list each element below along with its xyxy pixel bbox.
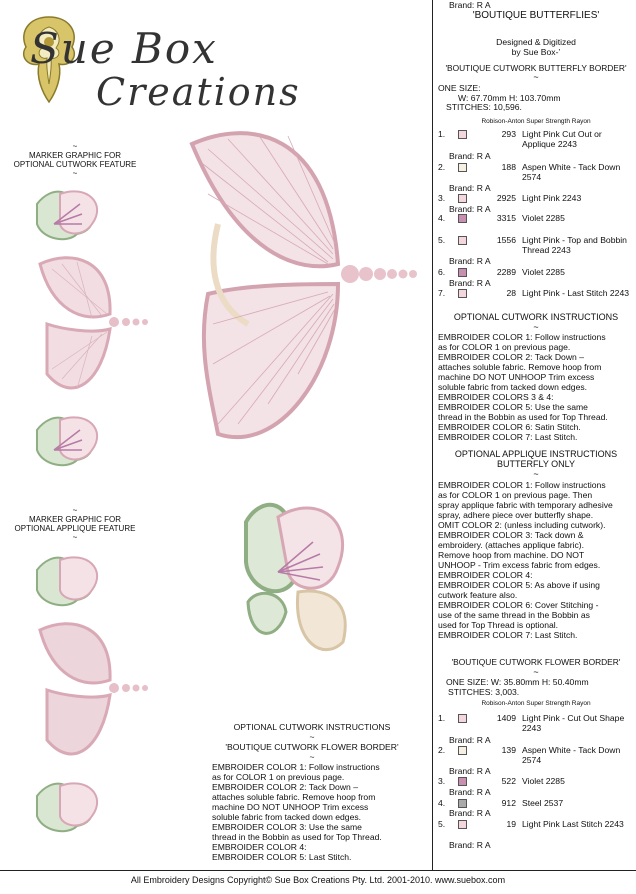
thread-code: 1556 <box>496 235 516 245</box>
border2-thread: Robison-Anton Super Strength Rayon <box>481 700 591 707</box>
color-row <box>438 713 634 735</box>
color-row <box>438 213 634 235</box>
color-number: 2. <box>438 162 446 172</box>
color-number: 4. <box>438 213 446 223</box>
color-row <box>438 819 634 841</box>
instruction-line: thread in the Bobbin as used for Top Thread. <box>212 832 382 842</box>
instruction-line: EMBROIDER COLOR 4: <box>438 570 533 580</box>
brand-label: Brand: R A <box>449 787 491 797</box>
instruction-line: machine DO NOT UNHOOP Trim excess <box>438 372 595 382</box>
thread-code: 912 <box>501 798 516 808</box>
footer-divider <box>0 870 636 871</box>
thread-code: 1409 <box>496 713 516 723</box>
brand-label: Brand: R A <box>449 204 491 214</box>
left-instr-lines <box>212 762 432 862</box>
color-swatch <box>458 163 467 172</box>
instruction-line: as for COLOR 1 on previous page. Then <box>438 490 593 500</box>
instruction-line: UNHOOP - Trim excess fabric from edges. <box>438 560 601 570</box>
color-row <box>438 162 634 184</box>
instruction-line: spray, adhere piece over butterfly shape. <box>438 510 594 520</box>
instruction-line: EMBROIDER COLOR 1: Follow instructions <box>212 762 380 772</box>
thread-description: Violet 2285 <box>522 213 565 223</box>
doc-title: 'BOUTIQUE BUTTERFLIES' <box>472 10 600 21</box>
cutwork-instructions <box>438 332 634 442</box>
thread-code: 2289 <box>496 267 516 277</box>
left-cutwork-instructions: OPTIONAL CUTWORK INSTRUCTIONS ~ 'BOUTIQUE CUTWORK FLOWER BORDER' ~ EMBROIDER COLOR 1: Follow instructions as for COLOR 1 on previous page. EMBROIDER COLOR 2: Tack Down – attaches soluble fabric. Remove hoop from machine DO NOT UNHOOP Trim excess soluble fabric from tacked down edges. EMBROIDER COLOR 3: Use the same thread in the Bobbin as used for Top Thread. EMBROIDER COLOR 4: EMBROIDER COLOR 5: Last Stitch. <box>212 722 432 862</box>
brand-label: Brand: R A <box>449 808 491 818</box>
instruction-line: OMIT COLOR 2: (unless including cutwork). <box>438 520 606 530</box>
instruction-line: EMBROIDER COLOR 5: Last Stitch. <box>212 852 352 862</box>
thread-code: 3315 <box>496 213 516 223</box>
thread-code: 522 <box>501 776 516 786</box>
brand-label: Brand: R A <box>449 766 491 776</box>
border2-size: ONE SIZE: W: 35.80mm H: 50.40mm <box>446 677 589 687</box>
thread-description: Aspen White - Tack Down 2574 <box>522 162 621 182</box>
color-row <box>438 235 634 257</box>
instruction-line: Remove hoop from machine. DO NOT <box>438 550 585 560</box>
instruction-line: embroidery. (attaches applique fabric). <box>438 540 585 550</box>
instruction-line: use of the same thread in the Bobbin as <box>438 610 590 620</box>
color-number: 7. <box>438 288 446 298</box>
instruction-line: EMBROIDER COLOR 6: Cover Stitching - <box>438 600 599 610</box>
instruction-line: EMBROIDER COLOR 3: Use the same <box>212 822 362 832</box>
color-number: 5. <box>438 819 446 829</box>
color-swatch <box>458 268 467 277</box>
color-swatch <box>458 214 467 223</box>
thread-code: 139 <box>501 745 516 755</box>
brand-label: Brand: R A <box>449 151 491 161</box>
color-swatch <box>458 714 467 723</box>
thread-description: Violet 2285 <box>522 267 565 277</box>
instruction-line: soluble fabric from tacked down edges. <box>438 382 588 392</box>
thread-code: 28 <box>506 288 516 298</box>
thread-code: 19 <box>506 819 516 829</box>
thread-code: 188 <box>501 162 516 172</box>
applique-title2: BUTTERFLY ONLY <box>496 459 576 469</box>
instruction-line: EMBROIDER COLOR 6: Satin Stitch. <box>438 422 581 432</box>
color-swatch <box>458 289 467 298</box>
color-number: 3. <box>438 776 446 786</box>
thread-description: Violet 2285 <box>522 776 565 786</box>
brand-label: Brand: R A <box>449 735 491 745</box>
color-swatch <box>458 194 467 203</box>
applique-instructions <box>438 480 634 640</box>
instruction-line: EMBROIDER COLOR 2: Tack Down – <box>212 782 358 792</box>
instruction-line: attaches soluble fabric. Remove hoop from <box>438 362 602 372</box>
brand-label: Brand: R A <box>449 256 491 266</box>
thread-description: Aspen White - Tack Down 2574 <box>522 745 621 765</box>
border1-thread: Robison-Anton Super Strength Rayon <box>481 118 591 125</box>
instruction-line: soluble fabric from tacked down edges. <box>212 812 362 822</box>
instruction-line: EMBROIDER COLOR 2: Tack Down – <box>438 352 584 362</box>
instruction-line: EMBROIDER COLOR 4: <box>212 842 307 852</box>
thread-code: 2925 <box>496 193 516 203</box>
instruction-line: as for COLOR 1 on previous page. <box>438 342 571 352</box>
color-row <box>438 129 634 151</box>
color-swatch <box>458 820 467 829</box>
color-number: 5. <box>438 235 446 245</box>
author: by Sue Box-’ <box>511 47 561 57</box>
footer-copyright: All Embroidery Designs Copyright© Sue Box Creations Pty. Ltd. 2001-2010. www.suebox.com <box>130 875 506 885</box>
column-divider <box>432 0 433 870</box>
thread-description: Light Pink - Cut Out Shape 2243 <box>522 713 625 733</box>
instruction-line: thread in the Bobbin as used for Top Thread. <box>438 412 608 422</box>
color-swatch <box>458 130 467 139</box>
color-swatch <box>458 799 467 808</box>
brand-label: Brand: R A <box>449 840 491 850</box>
color-number: 1. <box>438 713 446 723</box>
thread-description: Light Pink 2243 <box>522 193 582 203</box>
instruction-line: EMBROIDER COLOR 5: As above if using <box>438 580 600 590</box>
instruction-line: EMBROIDER COLOR 7: Last Stitch. <box>438 630 578 640</box>
marker-label-cutwork: ~ MARKER GRAPHIC FOR OPTIONAL CUTWORK FEATURE ~ <box>13 142 137 178</box>
brand-label: Brand: R A <box>449 0 491 10</box>
instruction-line: EMBROIDER COLORS 3 & 4: <box>438 392 554 402</box>
applique-title1: OPTIONAL APPLIQUE INSTRUCTIONS <box>454 449 618 459</box>
instruction-line: cutwork feature also. <box>438 590 518 600</box>
border1-name: 'BOUTIQUE CUTWORK BUTTERFLY BORDER' <box>445 63 627 73</box>
color-number: 4. <box>438 798 446 808</box>
applique-marker-graphic <box>32 550 152 862</box>
instruction-line: attaches soluble fabric. Remove hoop from <box>212 792 376 802</box>
color-row <box>438 288 634 310</box>
brand-label: Brand: R A <box>449 278 491 288</box>
brand-label: Brand: R A <box>449 183 491 193</box>
border1-size-label: ONE SIZE: <box>438 83 481 93</box>
color-number: 2. <box>438 745 446 755</box>
logo <box>8 8 301 118</box>
color-number: 3. <box>438 193 446 203</box>
color-swatch <box>458 236 467 245</box>
flower-design-image <box>238 492 356 662</box>
border2-stitches: STITCHES: 3,003. <box>448 687 520 697</box>
cutwork-title: OPTIONAL CUTWORK INSTRUCTIONS <box>453 312 619 322</box>
instruction-line: EMBROIDER COLOR 5: Use the same <box>438 402 588 412</box>
instruction-line: machine DO NOT UNHOOP Trim excess <box>212 802 369 812</box>
instruction-line: EMBROIDER COLOR 3: Tack down & <box>438 530 584 540</box>
border1-stitches: STITCHES: 10,596. <box>446 102 522 112</box>
thread-description: Light Pink - Top and Bobbin Thread 2243 <box>522 235 627 255</box>
color-swatch <box>458 746 467 755</box>
border2-name: 'BOUTIQUE CUTWORK FLOWER BORDER' <box>451 657 621 667</box>
logo-line2: Creations <box>96 70 301 114</box>
thread-code: 293 <box>501 129 516 139</box>
left-instr-title: OPTIONAL CUTWORK INSTRUCTIONS <box>233 722 391 732</box>
color-number: 1. <box>438 129 446 139</box>
color-number: 6. <box>438 267 446 277</box>
color-swatch <box>458 777 467 786</box>
thread-description: Steel 2537 <box>522 798 564 808</box>
instruction-line: spray applique fabric with temporary adhesive <box>438 500 613 510</box>
marker-label-applique: ~ MARKER GRAPHIC FOR OPTIONAL APPLIQUE FEATURE ~ <box>14 506 136 542</box>
cutwork-marker-graphic <box>32 184 152 496</box>
thread-description: Light Pink Cut Out or Applique 2243 <box>522 129 602 149</box>
thread-description: Light Pink - Last Stitch 2243 <box>522 288 630 298</box>
instruction-line: as for COLOR 1 on previous page. <box>212 772 345 782</box>
instruction-line: EMBROIDER COLOR 1: Follow instructions <box>438 480 606 490</box>
logo-line1: Sue Box <box>30 24 218 73</box>
thread-description: Light Pink Last Stitch 2243 <box>522 819 624 829</box>
left-instr-subtitle: 'BOUTIQUE CUTWORK FLOWER BORDER' <box>225 742 399 752</box>
instruction-line: EMBROIDER COLOR 1: Follow instructions <box>438 332 606 342</box>
color-row <box>438 745 634 767</box>
instruction-line: used for Top Thread is optional. <box>438 620 559 630</box>
border1-size: W: 67.70mm H: 103.70mm <box>458 93 561 103</box>
butterfly-design-image <box>188 124 420 450</box>
designed-by: Designed & Digitized <box>496 37 576 47</box>
instruction-line: EMBROIDER COLOR 7: Last Stitch. <box>438 432 578 442</box>
